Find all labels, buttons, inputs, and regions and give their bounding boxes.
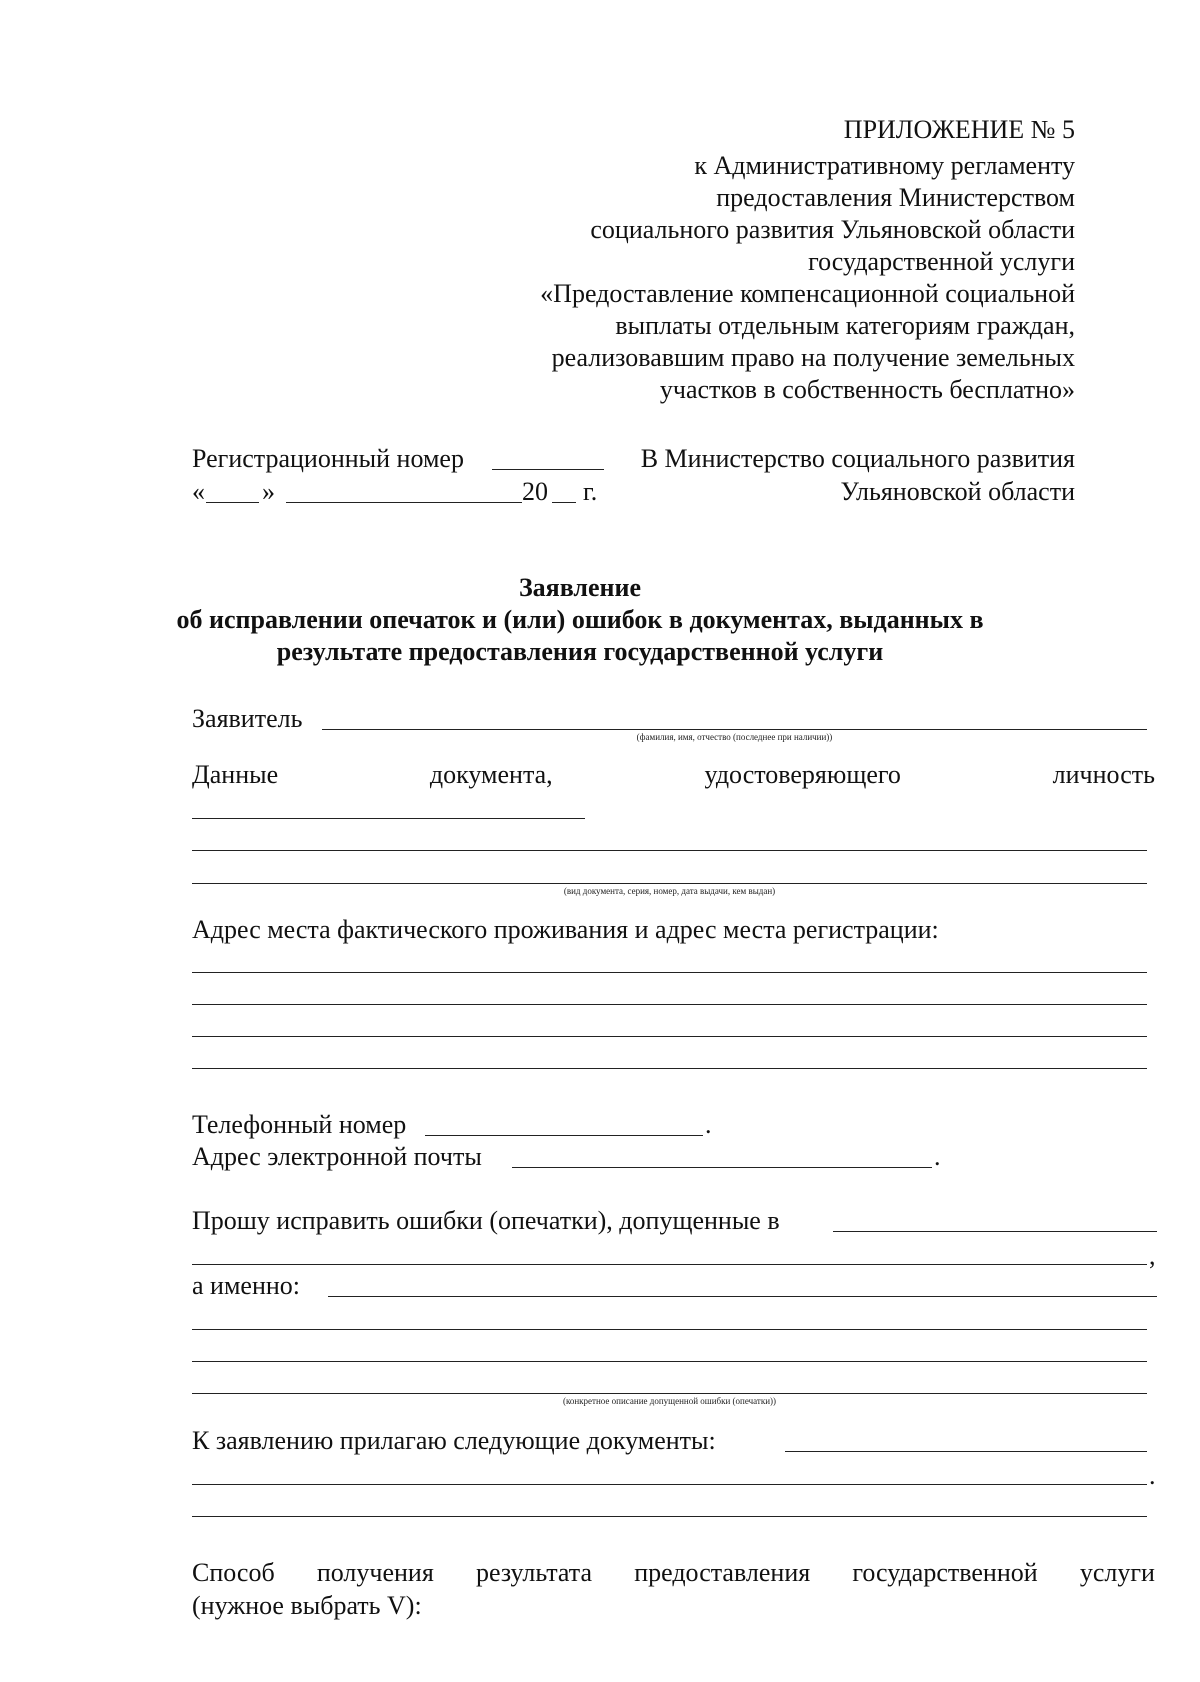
annex-line: участков в собственность бесплатно» — [659, 375, 1075, 404]
correction-request-label: Прошу исправить ошибки (опечатки), допущенные в — [192, 1206, 780, 1235]
address-field[interactable] — [192, 972, 1147, 973]
applicant-hint: (фамилия, имя, отчество (последнее при наличии)) — [636, 732, 833, 742]
annex-line: «Предоставление компенсационной социальной — [540, 279, 1075, 308]
identity-doc-field[interactable] — [192, 850, 1147, 851]
identity-doc-word: личность — [1052, 760, 1155, 789]
date-month-field[interactable] — [286, 502, 522, 503]
delivery-method-label — [192, 1557, 1155, 1589]
email-label: Адрес электронной почты — [192, 1142, 482, 1171]
address-label: Адрес места фактического проживания и адрес места регистрации: — [192, 915, 939, 944]
identity-doc-hint: (вид документа, серия, номер, дата выдачи, кем выдан) — [563, 886, 776, 896]
addressee-line: Ульяновской области — [840, 477, 1075, 506]
error-description-field[interactable] — [192, 1329, 1147, 1330]
attachments-period: . — [1149, 1461, 1156, 1490]
annex-line: государственной услуги — [808, 247, 1075, 276]
identity-doc-field[interactable] — [192, 883, 1147, 884]
delivery-word: Способ — [192, 1558, 275, 1587]
attachments-field[interactable] — [192, 1516, 1147, 1517]
namely-label: а именно: — [192, 1271, 300, 1300]
applicant-name-field[interactable] — [322, 729, 1147, 730]
delivery-word: услуги — [1079, 1558, 1155, 1587]
phone-label: Телефонный номер — [192, 1110, 407, 1139]
annex-line: социального развития Ульяновской области — [590, 215, 1075, 244]
identity-doc-field[interactable] — [192, 818, 585, 819]
year-suffix: г. — [583, 477, 598, 506]
error-description-field[interactable] — [192, 1361, 1147, 1362]
attachments-field[interactable] — [192, 1484, 1147, 1485]
identity-doc-label — [192, 759, 1155, 791]
phone-field[interactable] — [425, 1135, 703, 1136]
delivery-word: результата — [475, 1558, 593, 1587]
date-day-field[interactable] — [206, 502, 259, 503]
phone-end-period: . — [705, 1110, 712, 1139]
delivery-word: получения — [316, 1558, 434, 1587]
annex-line: реализовавшим право на получение земельных — [551, 343, 1075, 372]
error-description-hint: (конкретное описание допущенной ошибки (опечатки)) — [562, 1396, 777, 1406]
correction-comma: , — [1149, 1241, 1156, 1270]
attachments-label: К заявлению прилагаю следующие документы: — [192, 1426, 716, 1455]
delivery-word: предоставления — [634, 1558, 811, 1587]
correction-document-field[interactable] — [192, 1264, 1147, 1265]
identity-doc-word: удостоверяющего — [704, 760, 901, 789]
delivery-method-hint: (нужное выбрать V): — [192, 1591, 422, 1620]
date-quote-open: « — [192, 477, 205, 506]
form-title: Заявление — [518, 573, 642, 602]
attachments-field[interactable] — [785, 1451, 1147, 1452]
date-quote-close: » — [262, 477, 275, 506]
identity-doc-word: Данные — [192, 760, 279, 789]
email-field[interactable] — [512, 1167, 932, 1168]
form-subtitle: результате предоставления государственной услуги — [276, 637, 884, 666]
error-description-field[interactable] — [328, 1296, 1157, 1297]
address-field[interactable] — [192, 1068, 1147, 1069]
form-subtitle: об исправлении опечаток и (или) ошибок в документах, выданных в — [176, 605, 984, 634]
year-prefix: 20 — [522, 477, 548, 506]
email-end-period: . — [934, 1142, 941, 1171]
address-field[interactable] — [192, 1004, 1147, 1005]
error-description-field[interactable] — [192, 1393, 1147, 1394]
applicant-label: Заявитель — [192, 704, 303, 733]
registration-number-label: Регистрационный номер — [192, 444, 464, 473]
address-field[interactable] — [192, 1036, 1147, 1037]
annex-line: предоставления Министерством — [716, 183, 1075, 212]
annex-line: к Административному регламенту — [694, 151, 1075, 180]
delivery-word: государственной — [852, 1558, 1038, 1587]
identity-doc-word: документа, — [429, 760, 553, 789]
annex-line: выплаты отдельным категориям граждан, — [615, 311, 1075, 340]
correction-document-field[interactable] — [833, 1231, 1157, 1232]
addressee-line: В Министерство социального развития — [640, 444, 1075, 473]
annex-title: ПРИЛОЖЕНИЕ № 5 — [843, 115, 1075, 144]
